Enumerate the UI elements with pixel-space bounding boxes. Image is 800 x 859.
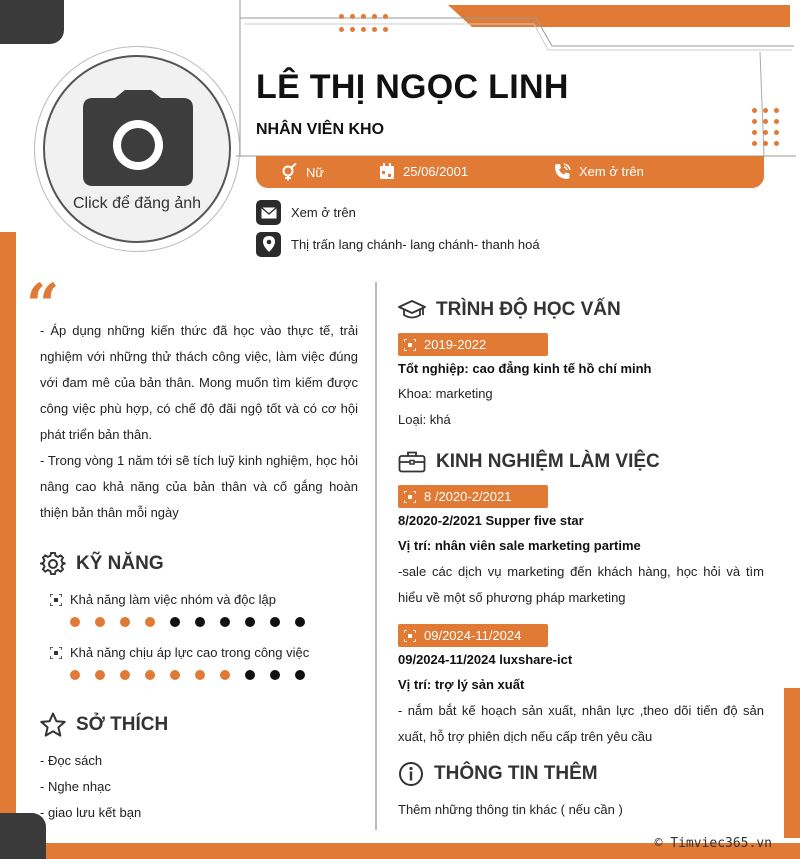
hobby-item: - giao lưu kết bạn: [40, 805, 142, 820]
gender-icon: [280, 163, 298, 181]
rating-dot-empty: [295, 670, 305, 680]
skill-rating: [70, 670, 305, 680]
email-icon: [256, 200, 281, 225]
experience-heading: [398, 451, 660, 473]
objective-paragraph: - Áp dụng những kiến thức đã học vào thực tế, trải nghiệm với những thử thách công việc, làm việc đúng với đam mê của bản thân. Mong muốn tìm kiếm được công việc phù hợp, có chế độ đãi ngộ tốt và có cơ hội phát triển bản thân.: [40, 323, 358, 442]
rating-dot-filled: [195, 670, 205, 680]
candidate-name: LÊ THỊ NGỌC LINH: [256, 68, 569, 106]
job-role: Vị trí: nhân viên sale marketing partime: [398, 538, 641, 553]
star-icon: [40, 712, 66, 738]
rating-dot-filled: [70, 617, 80, 627]
graduation-cap-icon: [398, 299, 426, 321]
rating-dot-filled: [145, 670, 155, 680]
column-divider: [375, 282, 377, 830]
extra-info-heading: [398, 761, 598, 787]
focus-bullet-icon: [50, 647, 62, 659]
rating-dot-filled: [120, 670, 130, 680]
extra-info-title: THÔNG TIN THÊM: [434, 763, 598, 784]
rating-dot-empty: [270, 617, 280, 627]
gender-item: [280, 163, 324, 181]
experience-title: KINH NGHIỆM LÀM VIỆC: [436, 451, 660, 472]
email-row: [256, 200, 356, 225]
focus-bullet-icon: [404, 339, 416, 351]
education-major: Khoa: marketing: [398, 386, 493, 401]
personal-info-bar: [256, 156, 764, 188]
briefcase-icon: [398, 451, 426, 473]
rating-dot-filled: [70, 670, 80, 680]
education-heading: [398, 299, 621, 321]
skill-item: [50, 645, 309, 660]
job-period-tag: [398, 624, 548, 647]
quote-icon: “: [26, 271, 60, 339]
avatar-upload-label: Click để đăng ảnh: [72, 195, 202, 212]
skills-heading: [40, 551, 164, 577]
gender-value: Nữ: [306, 164, 325, 180]
job-description: -sale các dịch vụ marketing đến khách hàng, học hỏi và tìm hiểu về một số phương pháp marketing: [398, 564, 764, 605]
job-heading: 09/2024-11/2024 luxshare-ict: [398, 652, 573, 667]
rating-dot-filled: [95, 670, 105, 680]
birthdate-value: 25/06/2001: [403, 164, 469, 179]
rating-dot-empty: [245, 617, 255, 627]
footer-brand[interactable]: © Timviec365.vn: [654, 836, 772, 851]
hobbies-title: SỞ THÍCH: [76, 714, 169, 735]
phone-icon: [554, 163, 571, 180]
rating-dot-empty: [170, 617, 180, 627]
rating-dot-filled: [170, 670, 180, 680]
skill-name: Khả năng làm việc nhóm và độc lập: [70, 592, 276, 607]
skill-item: [50, 592, 276, 607]
education-period-tag: [398, 333, 548, 356]
skills-title: KỸ NĂNG: [76, 553, 164, 574]
dot-pattern-top: [339, 14, 388, 32]
birthdate-item: [379, 163, 468, 180]
objective-paragraph: - Trong vòng 1 năm tới sẽ tích luỹ kinh nghiệm, học hỏi nâng cao khả năng của bản thân và cố gắng hoàn thiện bản thân mỗi ngày: [40, 453, 358, 520]
address-row: [256, 232, 540, 257]
job-period: 8 /2020-2/2021: [424, 489, 512, 504]
phone-value: Xem ở trên: [579, 164, 644, 179]
focus-bullet-icon: [404, 630, 416, 642]
info-icon: [398, 761, 424, 787]
rating-dot-filled: [120, 617, 130, 627]
education-rank: Loại: khá: [398, 412, 451, 427]
rating-dot-empty: [270, 670, 280, 680]
rating-dot-filled: [220, 670, 230, 680]
career-objective: [40, 318, 358, 526]
calendar-icon: [379, 163, 395, 180]
left-accent-stripe: [0, 232, 16, 832]
job-heading: 8/2020-2/2021 Supper five star: [398, 513, 584, 528]
dot-pattern-right: [752, 108, 779, 146]
job-description: - nắm bắt kế hoạch sản xuất, nhân lực ,theo dõi tiến độ sản xuất, hỗ trợ phiên dịch nếu cấp trên yêu cầu: [398, 703, 764, 744]
avatar-upload[interactable]: [43, 55, 231, 243]
rating-dot-empty: [295, 617, 305, 627]
job-period-tag: [398, 485, 548, 508]
location-pin-icon: [256, 232, 281, 257]
email-value: Xem ở trên: [291, 205, 356, 220]
skill-rating: [70, 617, 305, 627]
job-title: NHÂN VIÊN KHO: [256, 121, 385, 138]
education-school: Tốt nghiệp: cao đẳng kinh tế hồ chí minh: [398, 361, 652, 376]
job-period: 09/2024-11/2024: [424, 628, 522, 643]
education-title: TRÌNH ĐỘ HỌC VẤN: [436, 299, 621, 320]
focus-bullet-icon: [404, 491, 416, 503]
job-role: Vị trí: trợ lý sản xuất: [398, 677, 525, 692]
hobbies-heading: [40, 712, 168, 738]
focus-bullet-icon: [50, 594, 62, 606]
phone-item: [554, 163, 644, 180]
rating-dot-empty: [220, 617, 230, 627]
rating-dot-filled: [145, 617, 155, 627]
rating-dot-filled: [95, 617, 105, 627]
skill-name: Khả năng chịu áp lực cao trong công việc: [70, 645, 310, 660]
rating-dot-empty: [195, 617, 205, 627]
hobby-item: - Nghe nhạc: [40, 779, 111, 794]
camera-icon: [83, 90, 193, 186]
education-period: 2019-2022: [424, 337, 487, 352]
extra-info-text: Thêm những thông tin khác ( nếu cần ): [398, 802, 623, 817]
rating-dot-empty: [245, 670, 255, 680]
gear-icon: [40, 551, 66, 577]
right-accent-stripe: [784, 688, 800, 838]
hobby-item: - Đọc sách: [40, 753, 103, 768]
corner-decoration-top-left: [0, 0, 64, 44]
address-value: Thị trấn lang chánh- lang chánh- thanh hoá: [291, 237, 540, 252]
